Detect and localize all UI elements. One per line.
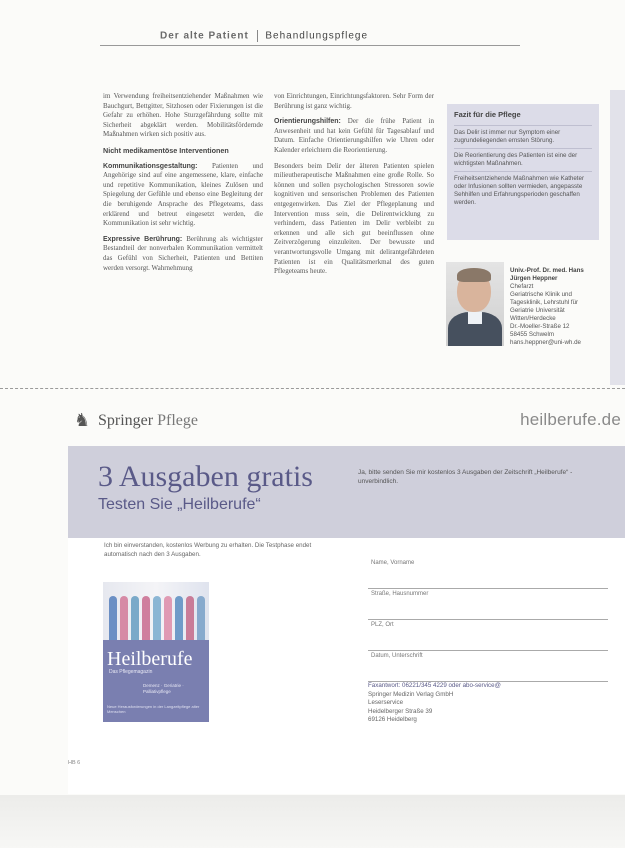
address-line: 69126 Heidelberg	[368, 716, 417, 723]
author-line: Geriatrische Klinik und	[510, 291, 572, 298]
cover-figure	[142, 596, 150, 640]
page-number: HB 6	[68, 760, 81, 766]
col2-p2-lead: Orientierungshilfen:	[274, 118, 341, 126]
right-margin-tab	[610, 90, 625, 385]
author-line: Tagesklinik, Lehrstuhl für	[510, 299, 579, 306]
promo-logo-row	[74, 410, 625, 434]
header-rule	[100, 45, 520, 46]
form-field-label: Straße, Hausnummer	[371, 591, 429, 597]
col1-p2-lead: Kommunikationsgestaltung:	[103, 162, 198, 170]
cover-figure	[120, 596, 128, 640]
order-form	[368, 558, 608, 682]
cover-figure	[175, 596, 183, 640]
form-field-label: Name, Vorname	[371, 560, 415, 566]
promo-offer-text: Ja, bitte senden Sie mir kostenlos 3 Ausgaben der Zeitschrift „Heilberufe“ - unverbindlich.	[358, 469, 573, 485]
logo-sub: Pflege	[157, 412, 198, 429]
col2-p2-text: Der die frühe Patient in Anwesenheit und hat kein Gefühl für Tagesablauf und Datum. Einfache Orientierungshilfen wie Uhren oder Kalender erleichtern die Reorientierung.	[274, 117, 434, 154]
promo-banner	[68, 446, 625, 538]
author-email[interactable]: hans.heppner@uni-wh.de	[510, 339, 581, 346]
promo-headline: 3 Ausgaben gratis	[98, 460, 313, 493]
cover-figure	[153, 596, 161, 640]
form-field-name[interactable]	[368, 558, 608, 589]
fact-title: Fazit für die Pflege	[454, 110, 521, 119]
cover-subtitle: Das Pflegemagazin	[109, 669, 153, 675]
promo-subhead: Testen Sie „Heilberufe“	[98, 496, 261, 513]
fact-box	[447, 104, 599, 240]
article-column-2	[274, 92, 434, 283]
springer-horse-icon: ♞	[74, 410, 91, 430]
form-field-label: PLZ, Ort	[371, 622, 394, 628]
cover-title: Heilberufe	[107, 648, 193, 670]
logo-brand: Springer	[98, 412, 154, 429]
cut-line	[0, 388, 625, 391]
cover-issue-title: Demenz · Geriatrie · Palliativpflege	[143, 683, 184, 694]
col2-paragraph-2	[274, 117, 434, 155]
author-info	[510, 267, 602, 347]
col1-p3-lead: Expressive Berührung:	[103, 235, 183, 243]
form-field-label: Datum, Unterschrift	[371, 653, 423, 659]
cover-figure	[186, 596, 194, 640]
author-photo	[446, 262, 504, 346]
col1-p2-text: Patienten und Angehörige sind auf eine angemessene, klare, einfache und repetitive Kommunikation, kleines Zulösen und Spiegelung der Gefühle und ebenso eine Begleitung der die beruhigende Ansprache des Pflegeteams, dass erklärend und betreut eingesetzt werden, die Kommunikation ist sehr wichtig.	[103, 161, 263, 228]
order-form-area	[68, 538, 625, 794]
reply-address	[368, 682, 608, 725]
form-field-street[interactable]	[368, 589, 608, 620]
photo-hair	[457, 268, 491, 282]
cover-figure	[131, 596, 139, 640]
header-section: Der alte Patient	[160, 30, 249, 42]
author-box	[446, 262, 601, 372]
springer-logo	[98, 412, 198, 430]
fact-item: Das Delir ist immer nur Symptom einer zugrundeliegenden ernsten Störung.	[454, 125, 592, 148]
col1-paragraph-1: im Verwendung freiheitsentziehender Maßnahmen wie Bauchgurt, Bettgitter, Sitzhosen oder Fixierungen ist die Gefahr zu erhöhen. Hohe Sturzgefährdung sollte mit Sicherheit abgeklärt werden. Mobilitätsfördernde Maßnahmen wirken sich positiv aus.	[103, 92, 263, 139]
author-line: 58455 Schwelm	[510, 331, 555, 338]
address-line: Heidelberger Straße 39	[368, 707, 433, 715]
author-name: Univ.-Prof. Dr. med. Hans Jürgen Heppner	[510, 267, 584, 282]
col2-paragraph-1: von Einrichtungen, Einrichtungsfaktoren. Sehr Form der Berührung ist ganz wichtig.	[274, 92, 434, 110]
author-line: Chefarzt	[510, 283, 534, 290]
col2-paragraph-3: Besonders beim Delir der älteren Patienten spielen milieutherapeutische Maßnahmen eine große Rolle. So können und sollen psychologischen Stressoren sowie kognitiven und sensorischen Problemen des Patienten entgegenwirken. Das Ziel der Pflegeplanung und Intervention muss sein, die Delirentwicklung zu verhindern, dass Patienten im Delir verbleibt zu erkennen und alle sich gut beeinflussen ohne Zeitverzögerung einzuleiten. Der bewusste und verantwortungsvolle Umgang mit delirantgefährdeten Patienten ist ein Qualitätsmerkmal des guten Pflegeteams heute.	[274, 161, 434, 276]
author-line: Witten/Herdecke	[510, 315, 556, 322]
fax-line: Faxantwort: 06221/345 4229 oder abo-service@	[368, 682, 501, 689]
running-header	[160, 30, 368, 42]
site-link[interactable]: heilberufe.de	[520, 410, 621, 429]
magazine-cover	[103, 582, 209, 722]
photo-collar	[468, 312, 482, 324]
cover-issue-text: Neue Herausforderungen in der Langzeitpflege alter Menschen	[107, 704, 200, 715]
form-field-city[interactable]	[368, 620, 608, 651]
address-line: Leserservice	[368, 699, 404, 706]
article-column-1	[103, 92, 263, 279]
page-bottom-edge	[0, 795, 625, 848]
address-line: Springer Medizin Verlag GmbH	[368, 690, 454, 698]
header-separator	[257, 30, 258, 42]
author-line: Geriatrie Universität	[510, 307, 565, 314]
header-topic: Behandlungspflege	[265, 30, 369, 42]
cover-figure	[197, 596, 205, 640]
cover-figure	[109, 596, 117, 640]
author-line: Dr.-Moeller-Straße 12	[510, 323, 570, 330]
col1-paragraph-2	[103, 162, 263, 229]
cover-figure	[164, 596, 172, 640]
form-field-signature[interactable]	[368, 651, 608, 682]
col1-heading: Nicht medikamentöse Interventionen	[103, 145, 229, 155]
col1-paragraph-3	[103, 235, 263, 273]
promo-instructions: Ich bin einverstanden, kostenlos Werbung zu erhalten. Die Testphase endet automatisch nach den 3 Ausgaben.	[104, 542, 312, 558]
cover-photo	[103, 582, 209, 640]
col1-p3-text: Berührung als wichtigster Bestandteil der nonverbalen Kommunikation vermittelt das Gefühl von Sicherheit, Patienten und Bettiten werden versorgt. Wahrnehmung	[103, 234, 263, 272]
fact-item: Freiheitsentziehende Maßnahmen wie Katheter oder Infusionen sollten vermieden, angepasste Sehhilfen und Erfahrungsperioden geschaffen werden.	[454, 171, 592, 210]
fact-item: Die Reorientierung des Patienten ist eine der wichtigsten Maßnahmen.	[454, 148, 592, 171]
